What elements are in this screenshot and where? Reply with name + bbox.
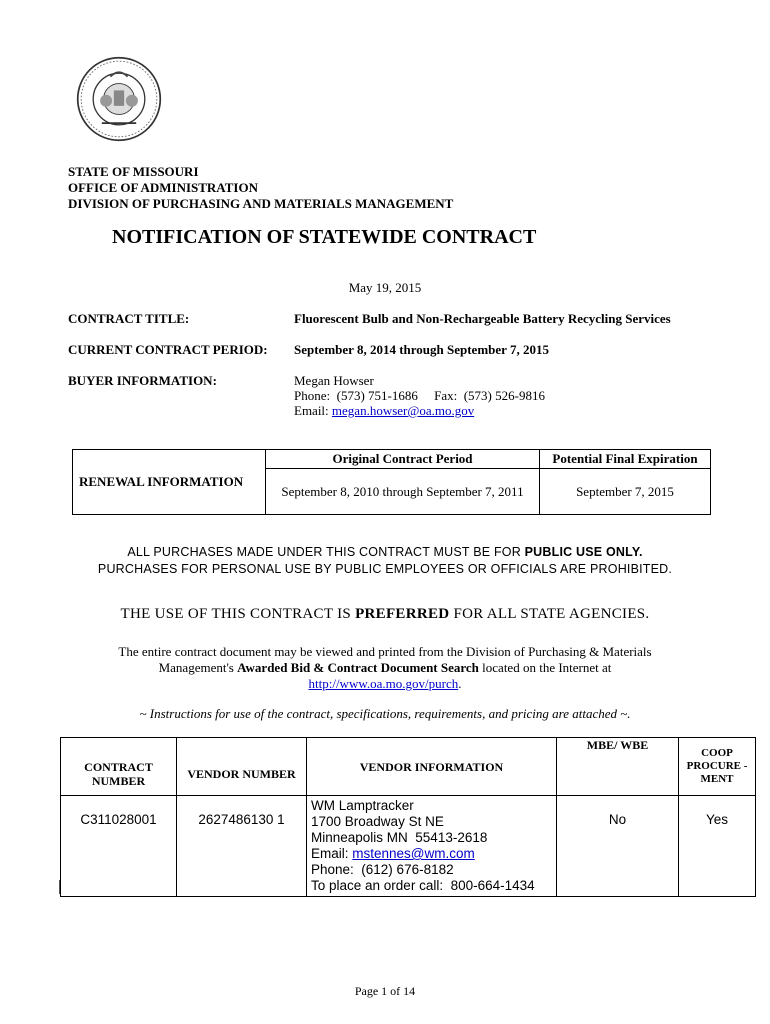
instructions-note: ~ Instructions for use of the contract, specifications, requirements, and pricing are attached ~. — [139, 706, 631, 721]
vendor-order-line: To place an order call: 800-664-1434 — [311, 878, 535, 893]
paragraph-line2-post: located on the Internet at — [478, 660, 612, 675]
preferred-bold: PREFERRED — [355, 606, 450, 622]
buyer-info-label: BUYER INFORMATION: — [68, 373, 217, 388]
buyer-name: Megan Howser — [294, 373, 374, 388]
header-contract-number: CONTRACT NUMBER — [61, 738, 177, 796]
buyer-info-block — [294, 373, 545, 418]
vendor-name: WM Lamptracker — [311, 798, 414, 813]
renewal-col2-header: Potential Final Expiration — [540, 450, 711, 469]
notice-date: May 19, 2015 — [348, 280, 422, 295]
vendor-address1: 1700 Broadway St NE — [311, 814, 444, 829]
row-contract-number: C311028001 — [61, 796, 177, 897]
row-coop: Yes — [679, 796, 756, 897]
vendor-table — [60, 737, 756, 897]
paragraph-line2-bold: Awarded Bid & Contract Document Search — [237, 660, 479, 675]
renewal-label: RENEWAL INFORMATION — [73, 450, 266, 515]
renewal-col1-header: Original Contract Period — [266, 450, 540, 469]
purch-website-link[interactable]: http://www.oa.mo.gov/purch — [308, 676, 459, 691]
row-vendor-info — [307, 796, 557, 897]
header-state: STATE OF MISSOURI — [68, 164, 199, 179]
state-seal-logo — [76, 56, 162, 142]
buyer-email-link[interactable]: megan.howser@oa.mo.gov — [331, 403, 475, 418]
header-vendor-info: VENDOR INFORMATION — [307, 738, 557, 796]
preferred-post: FOR ALL STATE AGENCIES. — [449, 606, 650, 622]
vendor-email-label: Email: — [311, 846, 349, 861]
contract-title-value: Fluorescent Bulb and Non-Rechargeable Battery Recycling Services — [294, 311, 671, 326]
paragraph-line2 — [0, 660, 770, 676]
personal-use-notice: PURCHASES FOR PERSONAL USE BY PUBLIC EMPLOYEES OR OFFICIALS ARE PROHIBITED. — [97, 562, 673, 576]
paragraph-line2-pre: Management's — [158, 660, 238, 675]
vendor-phone: Phone: (612) 676-8182 — [311, 862, 454, 877]
document-search-paragraph — [0, 644, 770, 692]
renewal-table — [72, 449, 711, 515]
buyer-email-line — [294, 403, 545, 418]
header-office: OFFICE OF ADMINISTRATION — [68, 180, 258, 195]
buyer-phone-fax: Phone: (573) 751-1686 Fax: (573) 526-9816 — [294, 388, 545, 403]
preferred-notice — [0, 606, 770, 623]
contract-title-label: CONTRACT TITLE: — [68, 311, 190, 326]
header-mbe-wbe: MBE/ WBE — [557, 738, 679, 796]
vendor-address2: Minneapolis MN 55413-2618 — [311, 830, 488, 845]
row-mbe-wbe: No — [557, 796, 679, 897]
public-use-bold: PUBLIC USE ONLY. — [524, 545, 643, 559]
table-row — [61, 796, 756, 897]
public-use-text: ALL PURCHASES MADE UNDER THIS CONTRACT MUST BE FOR — [127, 545, 525, 559]
renewal-col1-value: September 8, 2010 through September 7, 2011 — [266, 469, 540, 515]
row-vendor-number: 2627486130 1 — [177, 796, 307, 897]
paragraph-line1: The entire contract document may be viewed and printed from the Division of Purchasing & Materials — [118, 644, 652, 659]
agency-header — [68, 164, 453, 212]
header-vendor-number: VENDOR NUMBER — [177, 738, 307, 796]
header-division: DIVISION OF PURCHASING AND MATERIALS MANAGEMENT — [68, 196, 454, 211]
renewal-col2-value: September 7, 2015 — [540, 469, 711, 515]
table-margin-mark — [59, 880, 60, 894]
buyer-email-label: Email: — [294, 403, 329, 418]
vendor-email-link[interactable]: mstennes@wm.com — [352, 846, 475, 861]
page-title: NOTIFICATION OF STATEWIDE CONTRACT — [112, 226, 537, 248]
header-coop: COOP PROCURE -MENT — [679, 738, 756, 796]
paragraph-link-post: . — [458, 676, 462, 691]
vendor-email-line — [311, 846, 552, 862]
public-use-notice — [0, 545, 770, 559]
page-number: Page 1 of 14 — [354, 984, 416, 998]
preferred-pre: THE USE OF THIS CONTRACT IS — [120, 606, 356, 622]
current-period-value: September 8, 2014 through September 7, 2015 — [294, 342, 549, 357]
paragraph-line3 — [0, 676, 770, 692]
current-period-label: CURRENT CONTRACT PERIOD: — [68, 342, 268, 357]
